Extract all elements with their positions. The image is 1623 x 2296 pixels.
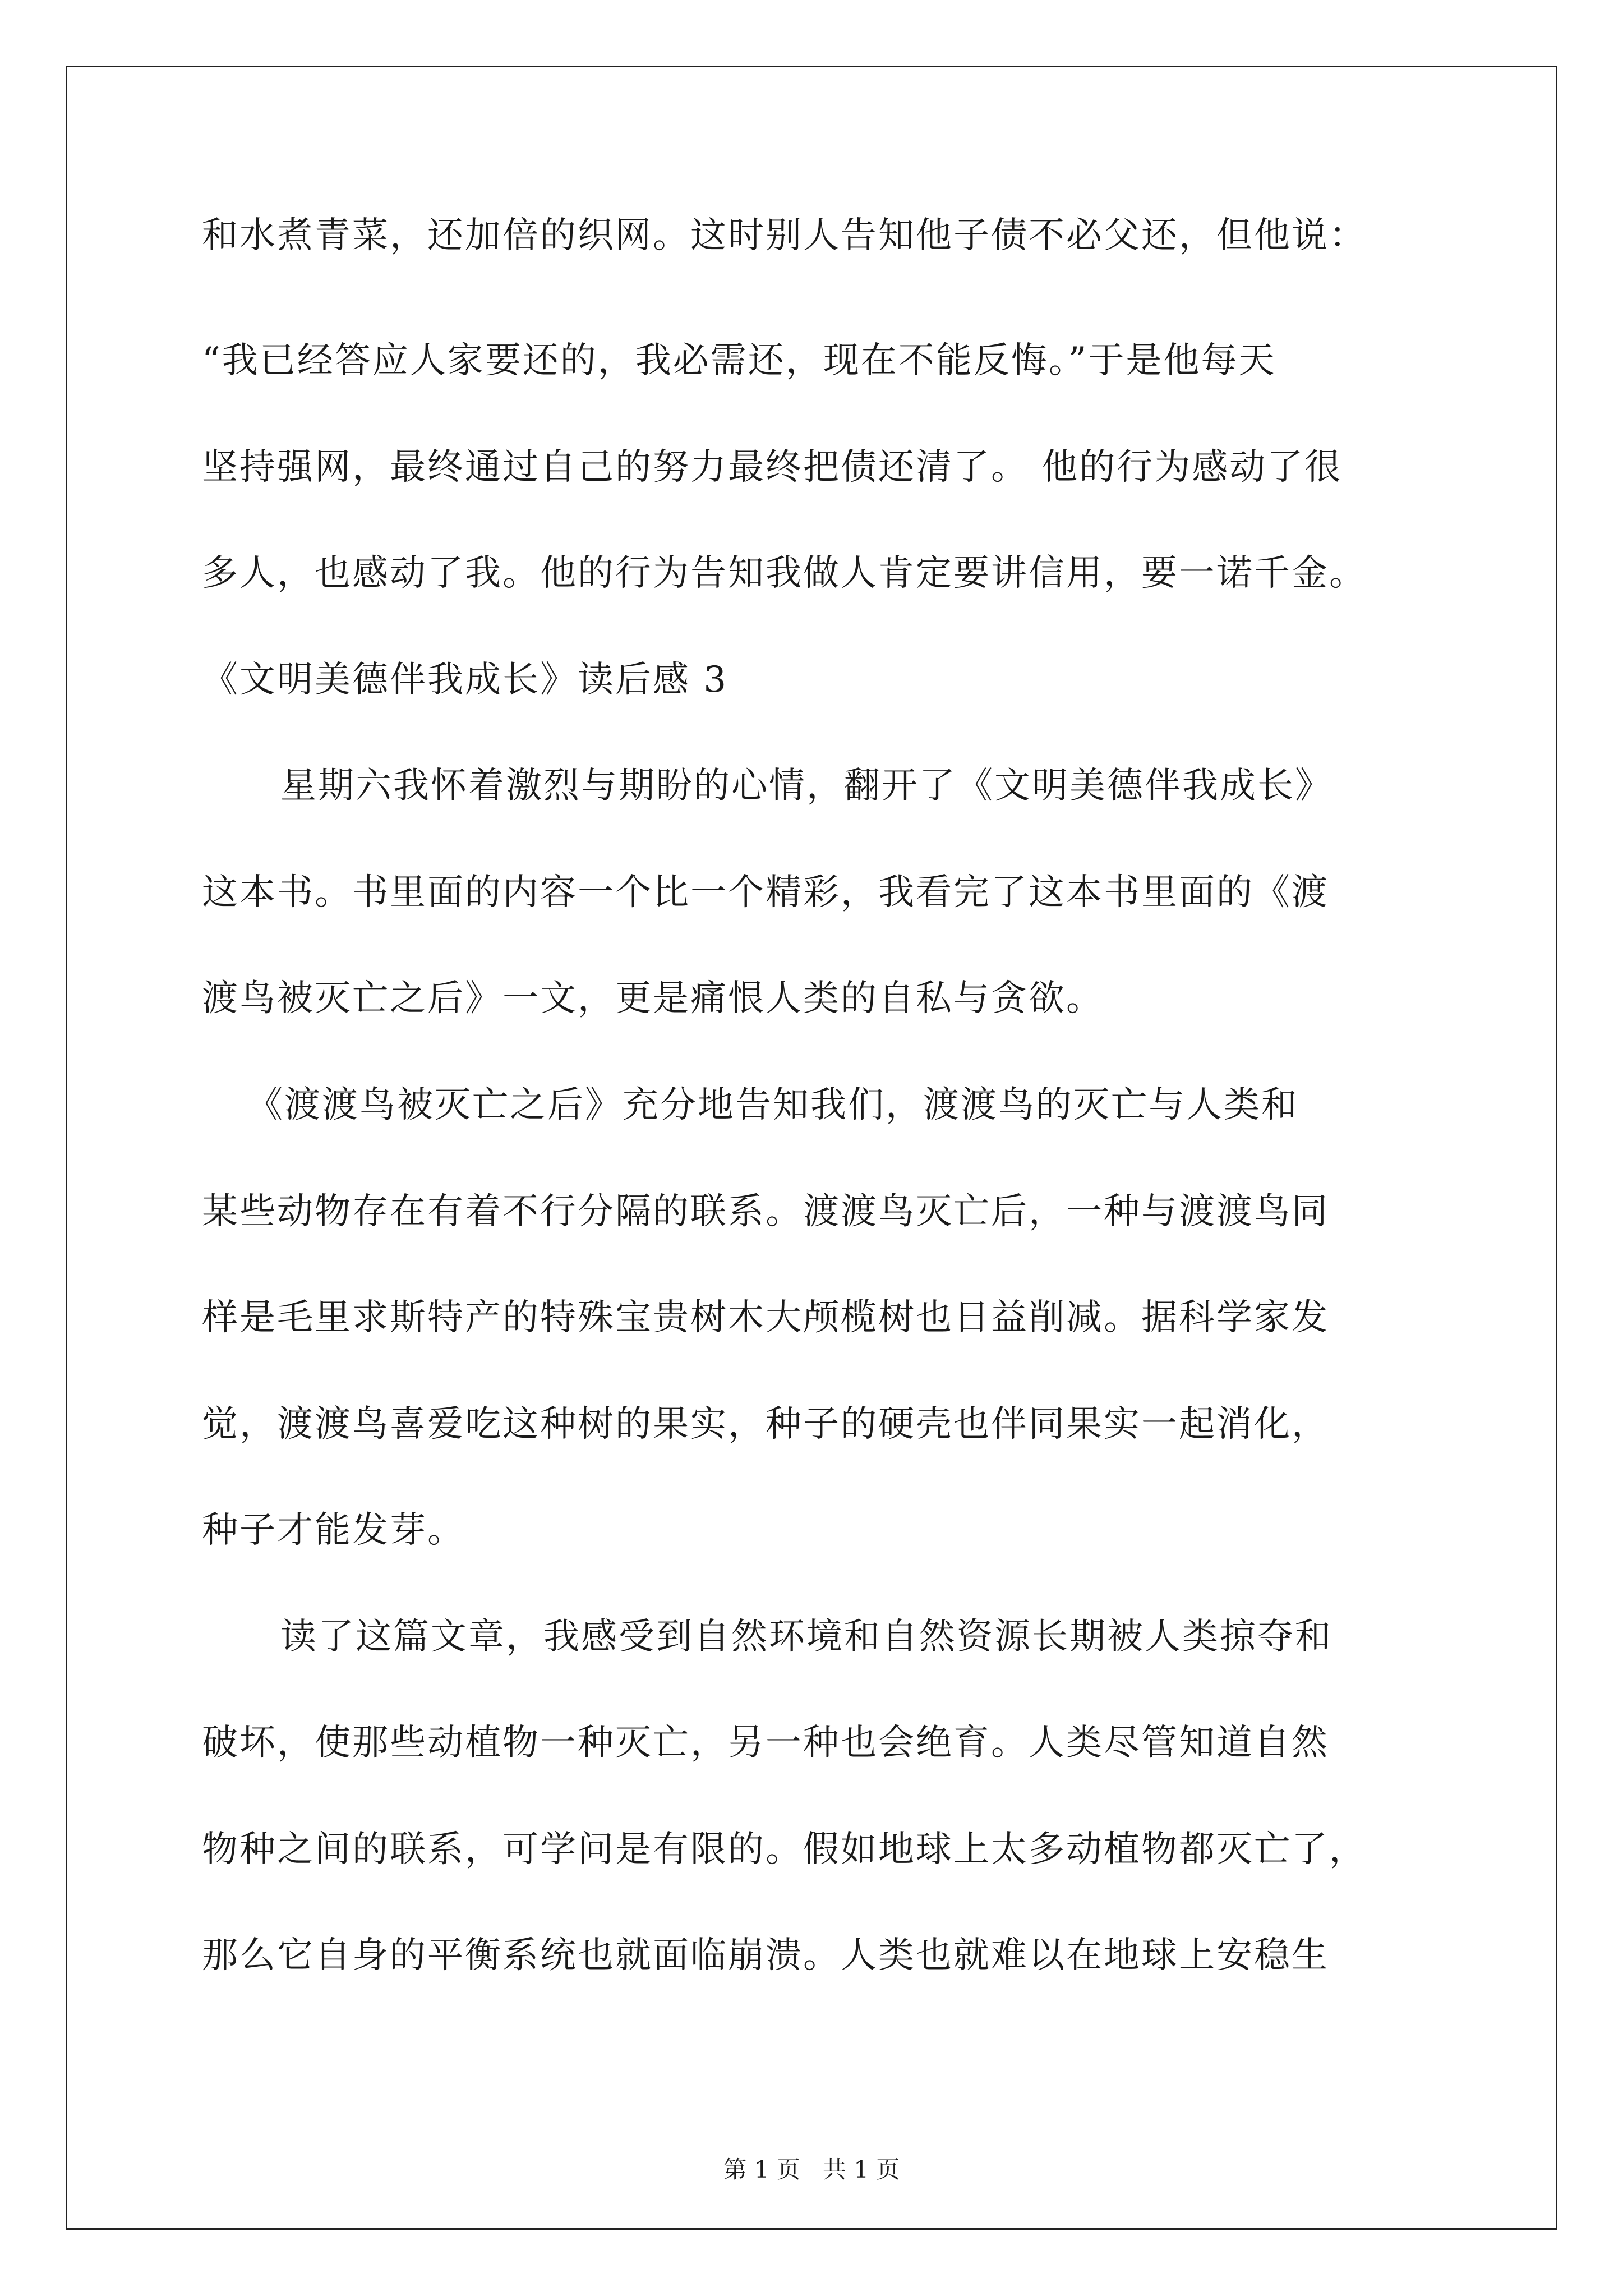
paragraph-first-line: 读了这篇文章，我感受到自然环境和自然资源长期被人类掠夺和 <box>280 1616 1332 1658</box>
body-line: 种子才能发芽。 <box>202 1510 465 1551</box>
body-line: 坚持强网，最终通过自己的努力最终把债还清了。 他的行为感动了很 <box>202 447 1343 488</box>
body-line: 样是毛里求斯特产的特殊宝贵树木大颅榄树也日益削减。据科学家发 <box>202 1297 1329 1338</box>
section-heading: 《文明美德伴我成长》读后感 3 <box>202 659 728 701</box>
page-border <box>66 66 1557 2230</box>
page-footer <box>0 2154 1623 2185</box>
body-line: 觉，渡渡鸟喜爱吃这种树的果实，种子的硬壳也伴同果实一起消化， <box>202 1404 1329 1445</box>
paragraph-first-line: 星期六我怀着激烈与期盼的心情，翻开了《文明美德伴我成长》 <box>280 765 1332 807</box>
body-line: 多人，也感动了我。他的行为告知我做人肯定要讲信用，要一诺千金。 <box>202 553 1367 594</box>
body-line: 破坏，使那些动植物一种灭亡，另一种也会绝育。人类尽管知道自然 <box>202 1722 1329 1764</box>
total-pages: 共 1 页 <box>823 2156 900 2183</box>
body-line: 渡鸟被灭亡之后》一文，更是痛恨人类的自私与贪欲。 <box>202 978 1104 1019</box>
paragraph-first-line: 《渡渡鸟被灭亡之后》充分地告知我们，渡渡鸟的灭亡与人类和 <box>247 1084 1299 1126</box>
body-line: 这本书。书里面的内容一个比一个精彩，我看完了这本书里面的《渡 <box>202 872 1329 913</box>
body-line: 那么它自身的平衡系统也就面临崩溃。人类也就难以在地球上安稳生 <box>202 1935 1329 1976</box>
page-number: 第 1 页 <box>723 2156 800 2183</box>
body-line: 某些动物存在有着不行分隔的联系。渡渡鸟灭亡后，一种与渡渡鸟同 <box>202 1191 1329 1232</box>
body-line: “我已经答应人家要还的，我必需还，现在不能反悔。”于是他每天 <box>202 340 1276 381</box>
body-line: 物种之间的联系，可学问是有限的。假如地球上太多动植物都灭亡了， <box>202 1829 1367 1870</box>
body-line: 和水煮青菜，还加倍的织网。这时别人告知他子债不必父还，但他说： <box>202 215 1367 256</box>
